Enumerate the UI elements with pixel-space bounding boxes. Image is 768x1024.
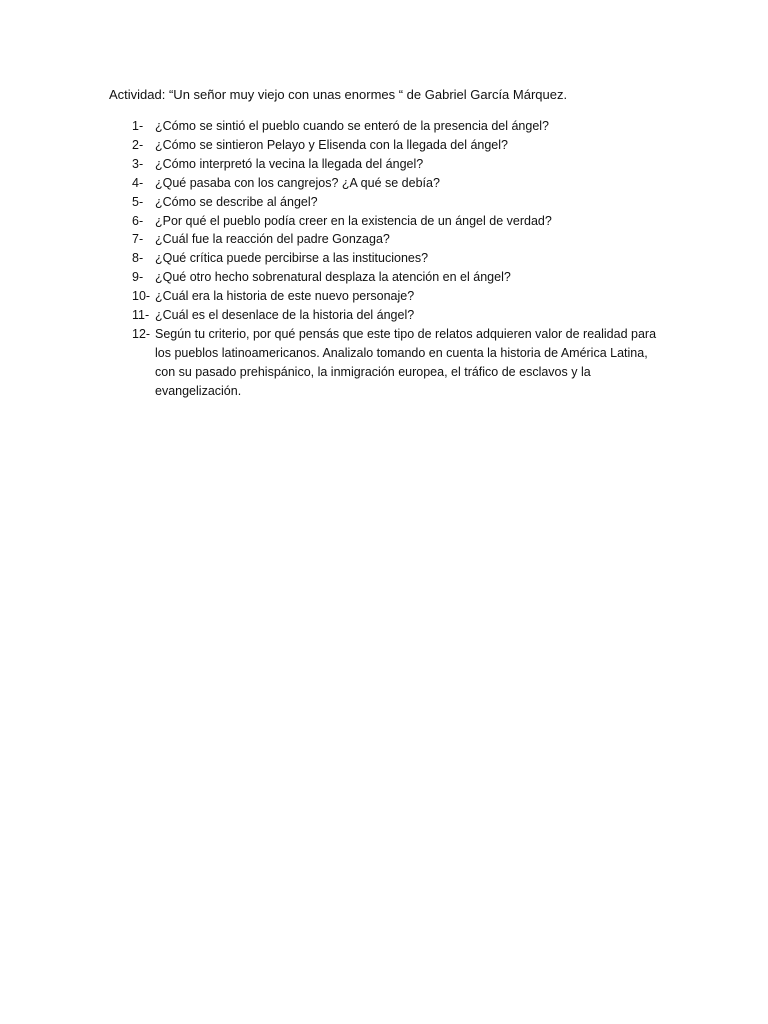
question-text: ¿Qué otro hecho sobrenatural desplaza la atención en el ángel? <box>155 270 511 285</box>
question-text: ¿Por qué el pueblo podía creer en la existencia de un ángel de verdad? <box>155 213 552 228</box>
question-item-10 <box>108 287 668 306</box>
question-text: ¿Cómo interpretó la vecina la llegada del ángel? <box>155 156 424 171</box>
question-list <box>108 117 668 401</box>
question-number: 1- <box>132 119 144 133</box>
question-number: 9- <box>132 270 144 285</box>
question-text: Según tu criterio, por qué pensás que este tipo de relatos adquieren valor de realidad para los pueblos latinoamericanos. Analizalo tomando en cuenta la historia de América Latina, con su pasado prehispánico, la inmigración europea, el tráfico de esclavos y la evangelización. <box>155 326 657 398</box>
question-number: 5- <box>132 194 144 209</box>
question-number: 8- <box>132 251 144 266</box>
question-text: ¿Cómo se sintieron Pelayo y Elisenda con la llegada del ángel? <box>155 137 508 152</box>
question-item-3 <box>108 155 668 174</box>
question-item-4 <box>108 174 668 193</box>
question-number: 3- <box>132 156 144 171</box>
question-number: 11- <box>132 308 150 323</box>
question-item-2 <box>108 136 668 155</box>
question-number: 10- <box>132 289 151 304</box>
question-number: 7- <box>132 232 144 247</box>
question-number: 2- <box>132 137 144 152</box>
question-item-8 <box>108 249 668 268</box>
question-item-5 <box>108 193 668 212</box>
question-item-12 <box>108 325 668 401</box>
question-number: 6- <box>132 213 144 228</box>
question-item-1 <box>108 117 668 136</box>
question-number: 4- <box>132 175 144 190</box>
question-text: ¿Cómo se sintió el pueblo cuando se enteró de la presencia del ángel? <box>155 119 550 133</box>
question-item-9 <box>108 268 668 287</box>
question-text: ¿Cuál fue la reacción del padre Gonzaga? <box>155 232 390 247</box>
question-item-11 <box>108 306 668 325</box>
question-text: ¿Cuál es el desenlace de la historia del ángel? <box>155 308 415 323</box>
question-item-7 <box>108 230 668 249</box>
document-title: Actividad: “Un señor muy viejo con unas enormes “ de Gabriel García Márquez. <box>109 87 568 102</box>
question-text: ¿Cuál era la historia de este nuevo personaje? <box>155 289 415 304</box>
question-text: ¿Cómo se describe al ángel? <box>155 194 318 209</box>
question-number: 12- <box>132 326 151 341</box>
question-text: ¿Qué pasaba con los cangrejos? ¿A qué se debía? <box>155 175 440 190</box>
question-item-6 <box>108 212 668 231</box>
question-text: ¿Qué crítica puede percibirse a las instituciones? <box>155 251 429 266</box>
